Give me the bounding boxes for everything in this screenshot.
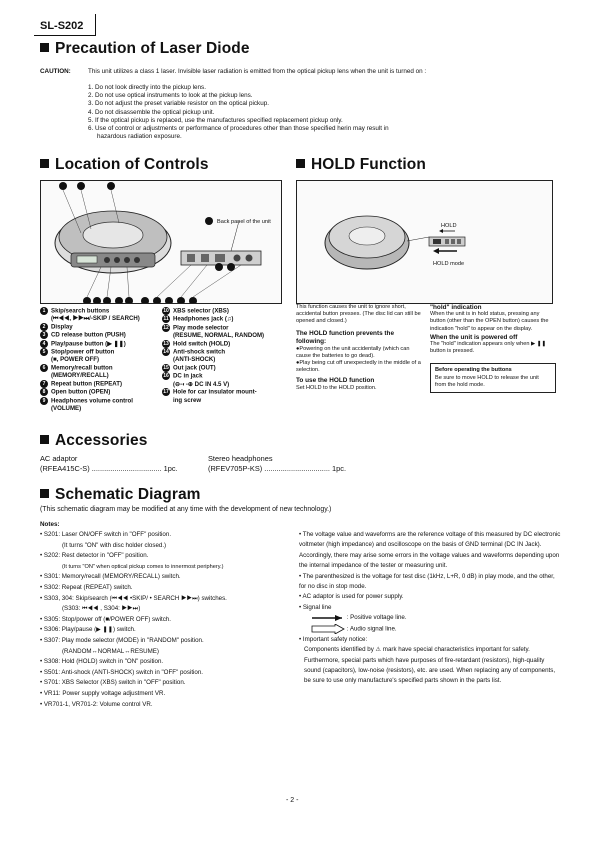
hold-switch-label: HOLD [441,223,457,229]
notes-label: Notes: [40,521,60,528]
precaution-item: 1. Do not look directly into the pickup lens. [88,84,206,91]
hold-diagram [296,180,553,304]
control-entry: (⏮◀◀, ▶▶⏭/-SKIP / SEARCH) [51,315,140,323]
precaution-item: 6. Use of control or adjustments or performance of procedures other than those specified herin may result in [88,125,389,133]
precaution-item: 4. Do not disassemble the optical pickup unit. [88,108,215,116]
control-entry: 10 XBS selector (XBS) [163,307,229,315]
hold-prevent-item: ●Powering on the unit accidentally (which can cause the batteries to go dead). [296,345,410,359]
control-entry: 16 DC in jack [163,372,203,380]
hold-use-title: To use the HOLD function [296,377,375,385]
accessory-part: (RFEA415C-S) .................................. 1pc. [40,464,178,473]
hold-use-text: Set HOLD to the HOLD position. [296,385,377,392]
note-line: • S303, 304: Skip/search (⏮◀◀ •SKIP/ • SEARCH ▶▶⏭) switches. [40,594,227,602]
note-line: • S202: Rest detector in "OFF" position. [40,552,149,560]
model-tag: SL-S202 [40,20,84,32]
control-entry: 5 Stop/power off button [40,348,158,356]
note-line: • S701: XBS Selector (XBS) switch in "OFF" position. [40,679,186,687]
note-paragraph: • Signal line [299,603,332,611]
control-entry: 4 Play/pause button (▶ ❚❚) [40,340,158,348]
hold-box-title: Before operating the buttons [435,367,512,374]
control-entry: (■, POWER OFF) [51,356,100,364]
control-entry: 9 Headphones volume control [40,397,158,405]
control-entry: 14 Anti-shock switch [163,348,226,356]
precaution-title: Precaution of Laser Diode [40,40,250,58]
back-panel-label: Back panel of the unit [217,219,271,225]
precaution-item: 2. Do not use optical instruments to look at the pickup lens. [88,92,253,100]
hold-right-column [430,304,556,393]
header-underline [34,35,96,36]
signal-positive-label: : Positive voltage line. [346,614,407,622]
hold-box-text: Be sure to move HOLD to release the unit from the hold mode. [435,374,539,388]
control-entry: (RESUME, NORMAL, RANDOM) [173,331,265,339]
note-paragraph: • AC adaptor is used for power supply. [299,593,404,601]
hold-powered-title: When the unit is powered off [430,333,518,341]
control-entry: (MEMORY/RECALL) [51,372,109,380]
note-line: • S305: Stop/power off (■/POWER OFF) switch. [40,615,171,623]
accessory-part: (RFEV705P-KS) ................................ 1pc. [208,464,346,473]
note-line: (It turns "ON" with disc holder closed.) [62,541,167,549]
note-paragraph: • The parenthesized is the voltage for test disc (1kHz, L+R, 0 dB) in play mode, and the other, for no disc in stop mode. [299,572,555,591]
hold-mode-label: HOLD mode [433,261,465,267]
controls-title: Location of Controls [40,156,209,174]
hold-left-column [296,304,422,393]
control-entry: (⊖-◐-⊕ DC IN 4.5 V) [173,380,230,388]
control-entry: 17 Hole for car insulator mount- [163,388,257,396]
control-entry: 6 Memory/recall button [40,364,158,372]
schematic-subtitle: (This schematic diagram may be modified at any time with the development of new technology.) [40,506,332,513]
note-line: • VR11: Power supply voltage adjustment VR. [40,689,166,697]
control-entry: (ANTI-SHOCK) [173,356,216,364]
accessory-item [208,454,346,474]
control-entry: 12 Play mode selector [163,324,229,332]
control-entry: 13 Hold switch (HOLD) [163,340,231,348]
accessory-item [40,454,178,474]
controls-diagram [40,180,282,304]
hold-prevents-title: The HOLD function prevents the following: [296,329,394,345]
note-line: (S303: ⏮◀◀ , S304: ▶▶⏭) [62,605,141,613]
hold-warning-box [430,363,556,393]
note-line: • S307: Play mode selector (MODE) in "RANDOM" position. [40,636,204,644]
control-entry: 7 Repeat button (REPEAT) [40,380,158,388]
accessory-name: Stereo headphones [208,454,273,463]
caution-text: This unit utilizes a class 1 laser. Invisible laser radiation is emitted from the optical pickup lens when the unit is turned on : [88,68,427,75]
header-divider [95,14,96,36]
note-line: • S306: Play/pause (▶ ❚❚) switch. [40,626,136,634]
note-line: • S308: Hold (HOLD) switch in "ON" position. [40,658,164,666]
hold-intro: This function causes the unit to ignore short, accidental button presses. (The disc lid can still be opened and closed.) [296,304,421,325]
controls-list-left [40,307,158,413]
controls-list-right [162,307,292,404]
hold-illustration [297,181,552,303]
caution-label: CAUTION: [40,68,71,75]
positive-line-icon [311,614,345,622]
precaution-item: 3. Do not adjust the preset variable resistor on the optical pickup. [88,100,269,108]
precaution-item: hazardous radiation exposure. [97,133,182,141]
control-entry: 1 Skip/search buttons [40,307,158,315]
precaution-list [88,84,558,141]
control-entry: 15 Out jack (OUT) [163,364,216,372]
control-entry: (VOLUME) [51,404,82,412]
safety-text: Components identified by ⚠ mark have special characteristics important for safety. Furthermore, special parts which have purposes of fire-retardant (resistors), high-quality sound (capacitors), low-noise (resistors), etc. are used. When replacing any of components, be sure to use only manufacture's specified parts shown in the parts list. [304,646,556,685]
accessory-name: AC adaptor [40,454,78,463]
control-entry: 11 Headphones jack (♫) [163,315,234,323]
note-line: • VR701-1, VR701-2: Volume control VR. [40,700,153,708]
note-line: (It turns "ON" when optical pickup comes to innermost periphery.) [62,563,224,570]
precaution-item: 5. If the optical pickup is replaced, use the manufactures specified replacement pickup only. [88,116,343,124]
signal-audio-label: : Audio signal line. [346,625,397,633]
control-entry: ing screw [173,396,202,404]
note-line: • S201: Laser ON/OFF switch in "OFF" position. [40,531,172,538]
control-entry: 2 Display [40,323,158,331]
control-entry: 3 CD release button (PUSH) [40,331,158,339]
hold-powered-text: The "hold" indication appears only when ▶ ❚❚ button is pressed. [430,341,547,355]
hold-title: HOLD Function [296,156,426,174]
hold-prevent-item: ●Play being cut off unexpectedly in the middle of a selection. [296,360,421,374]
note-line: (RANDOM↔NORMAL↔RESUME) [62,647,159,655]
accessories-title: Accessories [40,432,147,450]
schematic-title: Schematic Diagram [40,486,201,504]
note-line: • S301: Memory/recall (MEMORY/RECALL) switch. [40,573,181,581]
hold-indication-title: "hold" indication [430,304,482,311]
safety-title: • Important safety notice: [299,635,368,643]
note-line: • S302: Repeat (REPEAT) switch. [40,583,133,591]
note-paragraph: • The voltage value and waveforms are the reference voltage of this measured by DC electronic voltmeter (high impedance) and oscilloscope on the basis of GND terminal (DC IN Jack). Accordingly, there may arise some errors in the voltage values and waveforms depending upon the internal impedance of the tester or measuring unit. [299,531,561,570]
signal-audio-row [299,624,561,635]
audio-line-icon [311,624,345,634]
page-number: - 2 - [286,797,299,804]
note-line: • S501: Anti-shock (ANTI-SHOCK) switch in "OFF" position. [40,668,204,676]
schematic-notes-left [40,530,295,710]
hold-indication-text: When the unit is in hold status, pressing any button (other than the OPEN button) causes the indication "hold" to appear on the display. [430,311,549,332]
control-entry: 8 Open button (OPEN) [40,388,158,396]
schematic-notes-right [299,530,561,687]
cd-player-illustration [41,181,281,303]
signal-positive-row [299,613,561,623]
